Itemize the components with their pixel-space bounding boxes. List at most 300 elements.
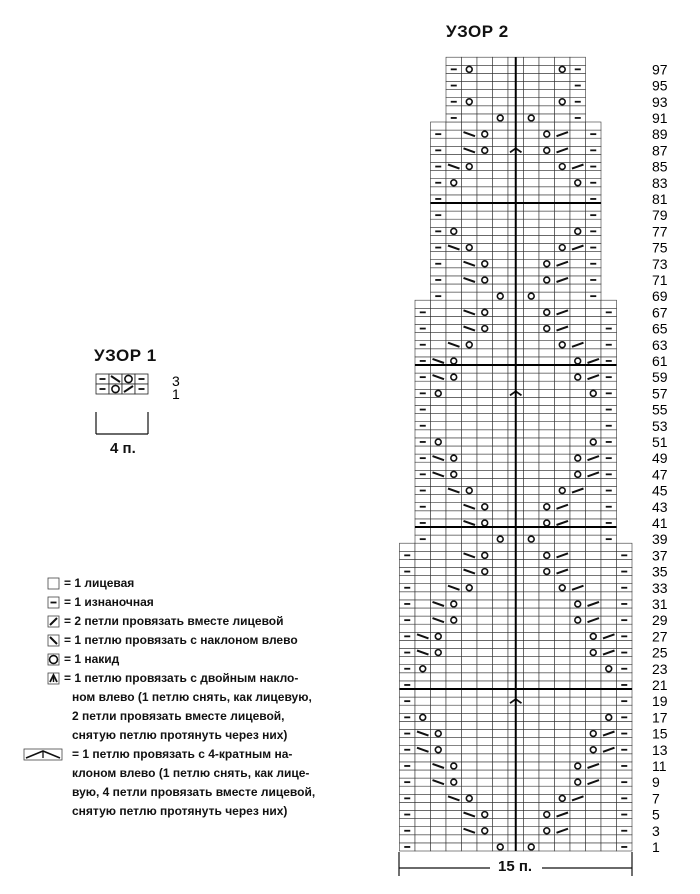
pattern2-cell xyxy=(524,357,540,365)
pattern2-cell xyxy=(539,65,555,73)
pattern2-cell xyxy=(586,568,602,576)
pattern2-cell xyxy=(415,640,431,648)
pattern2-cell xyxy=(493,600,509,608)
pattern2-cell xyxy=(446,608,462,616)
pattern2-cell xyxy=(555,770,571,778)
pattern2-cell xyxy=(586,154,602,162)
pattern2-cell xyxy=(493,454,509,462)
pattern2-cell xyxy=(477,446,493,454)
pattern1-grid xyxy=(96,373,180,434)
pattern2-cell xyxy=(570,57,586,65)
pattern2-cell xyxy=(462,843,478,851)
pattern2-row-number: 53 xyxy=(652,417,668,434)
pattern2-cell xyxy=(524,681,540,689)
pattern2-cell xyxy=(477,657,493,665)
pattern2-cell xyxy=(555,114,571,122)
pattern2-cell xyxy=(415,754,431,762)
pattern2-cell xyxy=(570,632,586,640)
pattern2-cell xyxy=(493,252,509,260)
pattern2-cell xyxy=(431,559,447,567)
pattern2-cell xyxy=(431,397,447,405)
pattern2-cell xyxy=(477,357,493,365)
pattern2-row-number: 43 xyxy=(652,498,668,515)
pattern2-cell xyxy=(570,389,586,397)
pattern2-cell xyxy=(539,527,555,535)
pattern2-cell xyxy=(493,827,509,835)
pattern2-cell xyxy=(462,746,478,754)
pattern2-cell xyxy=(570,802,586,810)
pattern2-cell xyxy=(446,811,462,819)
pattern2-cell xyxy=(539,487,555,495)
pattern2-cell xyxy=(524,616,540,624)
pattern2-cell xyxy=(493,673,509,681)
pattern2-cell xyxy=(446,819,462,827)
pattern2-cell xyxy=(601,397,617,405)
pattern2-cell xyxy=(462,187,478,195)
pattern2-cell xyxy=(400,543,416,551)
legend-text: = 1 петлю провязать с 4-кратным на- xyxy=(72,747,293,761)
pattern2-cell xyxy=(415,811,431,819)
pattern2-cell xyxy=(570,576,586,584)
pattern2-cell xyxy=(555,365,571,373)
pattern2-cell xyxy=(446,721,462,729)
pattern2-cell xyxy=(539,462,555,470)
pattern2-cell xyxy=(415,543,431,551)
pattern2-cell xyxy=(586,308,602,316)
pattern2-cell xyxy=(446,713,462,721)
pattern2-cell xyxy=(431,325,447,333)
pattern2-cell xyxy=(415,802,431,810)
pattern2-cell xyxy=(555,454,571,462)
pattern2-cell xyxy=(431,252,447,260)
pattern2-cell xyxy=(462,543,478,551)
pattern2-cell xyxy=(586,543,602,551)
pattern2-cell xyxy=(431,154,447,162)
pattern2-cell xyxy=(493,519,509,527)
pattern2-cell xyxy=(446,422,462,430)
pattern2-cell xyxy=(493,495,509,503)
pattern2-cell xyxy=(493,82,509,90)
pattern2-cell xyxy=(431,665,447,673)
pattern2-cell xyxy=(462,138,478,146)
pattern2-cell xyxy=(493,373,509,381)
pattern2-cell xyxy=(601,333,617,341)
pattern2-row-number: 23 xyxy=(652,660,668,677)
pattern2-cell xyxy=(493,179,509,187)
pattern2-cell xyxy=(493,794,509,802)
pattern2-cell xyxy=(539,681,555,689)
pattern2-cell xyxy=(415,414,431,422)
pattern2-cell xyxy=(462,446,478,454)
pattern2-cell xyxy=(570,308,586,316)
pattern2-cell xyxy=(617,608,633,616)
pattern2-cell xyxy=(524,397,540,405)
pattern2-cell xyxy=(524,495,540,503)
pattern2-cell xyxy=(555,738,571,746)
pattern2-cell xyxy=(586,138,602,146)
pattern2-cell xyxy=(415,624,431,632)
pattern2-cell xyxy=(524,503,540,511)
pattern2-cell xyxy=(415,721,431,729)
pattern2-cell xyxy=(446,389,462,397)
pattern2-cell xyxy=(462,284,478,292)
pattern2-cell xyxy=(617,786,633,794)
pattern2-cell xyxy=(493,438,509,446)
pattern2-cell xyxy=(446,689,462,697)
pattern2-cell xyxy=(539,673,555,681)
pattern2-row-number: 73 xyxy=(652,255,668,272)
pattern2-cell xyxy=(446,478,462,486)
pattern2-cell xyxy=(415,770,431,778)
pattern2-cell xyxy=(617,770,633,778)
pattern2-cell xyxy=(539,333,555,341)
pattern2-cell xyxy=(524,819,540,827)
pattern2-row-number: 51 xyxy=(652,434,668,450)
pattern2-cell xyxy=(555,268,571,276)
pattern2-cell xyxy=(446,235,462,243)
pattern2-cell xyxy=(524,794,540,802)
pattern2-row-number: 97 xyxy=(652,61,668,78)
pattern2-cell xyxy=(524,624,540,632)
pattern2-cell xyxy=(415,462,431,470)
pattern2-cell xyxy=(524,163,540,171)
pattern2-row-number: 7 xyxy=(652,790,660,807)
pattern2-cell xyxy=(524,341,540,349)
pattern2-cell xyxy=(446,624,462,632)
pattern2-cell xyxy=(555,316,571,324)
pattern2-cell xyxy=(570,746,586,754)
pattern2-row-number: 87 xyxy=(652,142,668,159)
pattern2-cell xyxy=(446,122,462,130)
pattern2-cell xyxy=(493,389,509,397)
legend-item xyxy=(64,593,154,612)
pattern2-cell xyxy=(477,114,493,122)
pattern2-cell xyxy=(477,559,493,567)
pattern2-cell xyxy=(524,551,540,559)
pattern2-row-number: 75 xyxy=(652,239,668,256)
pattern2-cell xyxy=(431,721,447,729)
pattern2-cell xyxy=(493,705,509,713)
pattern2-cell xyxy=(524,146,540,154)
pattern2-cell xyxy=(524,203,540,211)
pattern2-cell xyxy=(446,430,462,438)
pattern2-cell xyxy=(462,316,478,324)
pattern2-cell xyxy=(570,260,586,268)
pattern2-cell xyxy=(400,640,416,648)
pattern2-cell xyxy=(446,90,462,98)
pattern2-cell xyxy=(524,657,540,665)
pattern2-cell xyxy=(493,559,509,567)
pattern2-cell xyxy=(617,673,633,681)
pattern2-cell xyxy=(462,292,478,300)
pattern2-cell xyxy=(586,219,602,227)
pattern2-cell xyxy=(570,673,586,681)
pattern2-cell xyxy=(555,82,571,90)
pattern2-cell xyxy=(462,754,478,762)
pattern2-cell xyxy=(586,721,602,729)
pattern2-cell xyxy=(539,576,555,584)
pattern2-cell xyxy=(462,365,478,373)
pattern2-row-number: 15 xyxy=(652,725,668,742)
pattern2-cell xyxy=(586,462,602,470)
pattern2-cell xyxy=(415,592,431,600)
pattern2-cell xyxy=(586,511,602,519)
pattern2-cell xyxy=(524,65,540,73)
pattern2-cell xyxy=(493,640,509,648)
pattern2-cell xyxy=(431,187,447,195)
pattern2-cell xyxy=(539,187,555,195)
pattern2-cell xyxy=(555,357,571,365)
pattern2-cell xyxy=(555,138,571,146)
pattern2-cell xyxy=(570,503,586,511)
pattern2-cell xyxy=(601,300,617,308)
pattern2-cell xyxy=(493,624,509,632)
pattern2-cell xyxy=(539,697,555,705)
pattern2-cell xyxy=(570,657,586,665)
pattern2-cell xyxy=(555,292,571,300)
pattern2-row-number: 77 xyxy=(652,223,668,240)
pattern2-cell xyxy=(462,689,478,697)
pattern2-row-number: 93 xyxy=(652,93,668,110)
pattern2-cell xyxy=(601,495,617,503)
pattern2-cell xyxy=(586,754,602,762)
pattern2-cell xyxy=(415,559,431,567)
pattern2-cell xyxy=(493,608,509,616)
pattern2-cell xyxy=(477,406,493,414)
pattern2-cell xyxy=(462,600,478,608)
pattern2-cell xyxy=(570,535,586,543)
pattern2-cell xyxy=(570,446,586,454)
pattern2-cell xyxy=(477,543,493,551)
pattern2-cell xyxy=(570,276,586,284)
pattern2-cell xyxy=(493,284,509,292)
pattern2-cell xyxy=(586,365,602,373)
pattern2-cell xyxy=(477,665,493,673)
pattern2-cell xyxy=(539,778,555,786)
pattern2-cell xyxy=(493,568,509,576)
pattern2-cell xyxy=(524,802,540,810)
pattern2-cell xyxy=(555,535,571,543)
pattern2-cell xyxy=(570,235,586,243)
pattern2-cell xyxy=(415,738,431,746)
pattern2-cell xyxy=(524,268,540,276)
pattern2-cell xyxy=(477,82,493,90)
pattern2-cell xyxy=(524,122,540,130)
pattern2-cell xyxy=(539,82,555,90)
pattern2-cell xyxy=(539,300,555,308)
pattern2-cell xyxy=(570,551,586,559)
legend-symbol-double xyxy=(48,673,59,684)
pattern2-cell xyxy=(539,235,555,243)
pattern2-cell xyxy=(539,608,555,616)
legend-text: клоном влево (1 петлю снять, как лице- xyxy=(72,766,310,780)
pattern2-cell xyxy=(477,794,493,802)
pattern2-cell xyxy=(555,373,571,381)
pattern2-cell xyxy=(586,665,602,673)
pattern2-cell xyxy=(539,211,555,219)
pattern2-cell xyxy=(524,446,540,454)
pattern2-cell xyxy=(415,478,431,486)
pattern2-cell xyxy=(570,592,586,600)
pattern2-cell xyxy=(493,592,509,600)
pattern2-cell xyxy=(570,827,586,835)
pattern2-cell xyxy=(555,778,571,786)
pattern2-cell xyxy=(586,819,602,827)
pattern2-cell xyxy=(431,802,447,810)
pattern2-cell xyxy=(570,284,586,292)
pattern2-cell xyxy=(539,592,555,600)
pattern2-cell xyxy=(570,154,586,162)
pattern2-cell xyxy=(493,381,509,389)
pattern2-cell xyxy=(570,122,586,130)
pattern2-cell xyxy=(477,98,493,106)
pattern2-cell xyxy=(462,422,478,430)
pattern2-cell xyxy=(477,584,493,592)
pattern2-cell xyxy=(493,316,509,324)
legend-text: = 1 лицевая xyxy=(64,576,135,590)
pattern2-cell xyxy=(493,333,509,341)
legend-text: = 1 петлю провязать с двойным накло- xyxy=(64,671,299,685)
pattern2-cell xyxy=(462,665,478,673)
pattern2-cell xyxy=(462,397,478,405)
pattern2-cell xyxy=(446,786,462,794)
pattern2-cell xyxy=(586,584,602,592)
pattern2-cell xyxy=(539,802,555,810)
pattern2-cell xyxy=(617,624,633,632)
pattern2-cell xyxy=(539,559,555,567)
pattern2-cell xyxy=(570,195,586,203)
pattern2-cell xyxy=(524,640,540,648)
pattern2-cell xyxy=(477,649,493,657)
pattern2-cell xyxy=(415,786,431,794)
pattern2-cell xyxy=(446,802,462,810)
pattern2-cell xyxy=(493,203,509,211)
pattern2-cell xyxy=(539,730,555,738)
pattern2-cell xyxy=(462,90,478,98)
pattern2-cell xyxy=(477,600,493,608)
pattern2-cell xyxy=(493,543,509,551)
pattern2-cell xyxy=(477,527,493,535)
legend-text: снятую петлю протянуть через них) xyxy=(72,728,288,742)
pattern2-cell xyxy=(477,316,493,324)
pattern2-cell xyxy=(446,219,462,227)
pattern2-cell xyxy=(431,308,447,316)
pattern2-cell xyxy=(431,478,447,486)
pattern2-cell xyxy=(493,211,509,219)
pattern2-cell xyxy=(586,349,602,357)
pattern2-cell xyxy=(415,568,431,576)
pattern2-cell xyxy=(586,284,602,292)
pattern2-cell xyxy=(555,657,571,665)
pattern2-cell xyxy=(524,138,540,146)
pattern2-cell xyxy=(462,406,478,414)
pattern2-cell xyxy=(524,511,540,519)
pattern2-cell xyxy=(477,373,493,381)
pattern2-cell xyxy=(586,503,602,511)
pattern2-cell xyxy=(415,843,431,851)
pattern2-cell xyxy=(462,649,478,657)
pattern2-cell xyxy=(493,171,509,179)
pattern2-cell xyxy=(570,203,586,211)
pattern2-cell xyxy=(477,65,493,73)
pattern2-cell xyxy=(601,657,617,665)
pattern2-cell xyxy=(477,730,493,738)
pattern2-cell xyxy=(601,681,617,689)
pattern2-cell xyxy=(446,495,462,503)
pattern2-cell xyxy=(446,187,462,195)
pattern2-cell xyxy=(415,365,431,373)
pattern2-cell xyxy=(415,794,431,802)
pattern2-cell xyxy=(570,608,586,616)
pattern2-cell xyxy=(446,665,462,673)
pattern2-cell xyxy=(570,697,586,705)
pattern2-cell xyxy=(462,430,478,438)
pattern2-cell xyxy=(555,689,571,697)
pattern2-cell xyxy=(586,414,602,422)
pattern2-cell xyxy=(477,414,493,422)
pattern2-cell xyxy=(524,227,540,235)
pattern2-cell xyxy=(462,681,478,689)
pattern2-cell xyxy=(493,478,509,486)
pattern2-cell xyxy=(586,608,602,616)
pattern2-cell xyxy=(431,640,447,648)
pattern2-cell xyxy=(555,252,571,260)
pattern2-cell xyxy=(570,519,586,527)
pattern2-cell xyxy=(539,73,555,81)
pattern2-cell xyxy=(462,478,478,486)
pattern2-cell xyxy=(524,308,540,316)
pattern2-cell xyxy=(601,511,617,519)
pattern2-cell xyxy=(477,438,493,446)
pattern2-cell xyxy=(477,341,493,349)
pattern2-cell xyxy=(586,203,602,211)
pattern2-cell xyxy=(493,195,509,203)
pattern2-cell xyxy=(601,738,617,746)
pattern2-cell xyxy=(555,422,571,430)
pattern2-cell xyxy=(539,632,555,640)
pattern2-cell xyxy=(539,406,555,414)
pattern2-cell xyxy=(446,268,462,276)
pattern2-cell xyxy=(555,195,571,203)
pattern2-cell xyxy=(539,373,555,381)
pattern2-cell xyxy=(539,665,555,673)
pattern2-cell xyxy=(446,632,462,640)
pattern2-cell xyxy=(462,203,478,211)
pattern2-cell xyxy=(477,122,493,130)
pattern2-cell xyxy=(477,697,493,705)
pattern2-cell xyxy=(539,357,555,365)
pattern2-cell xyxy=(524,462,540,470)
pattern2-cell xyxy=(524,365,540,373)
pattern2-cell xyxy=(617,721,633,729)
pattern2-cell xyxy=(462,114,478,122)
pattern2-cell xyxy=(446,292,462,300)
pattern2-cell xyxy=(570,543,586,551)
pattern2-cell xyxy=(446,130,462,138)
pattern2-cell xyxy=(539,770,555,778)
pattern2-cell xyxy=(477,478,493,486)
pattern2-cell xyxy=(570,381,586,389)
pattern2-cell xyxy=(555,122,571,130)
pattern2-cell xyxy=(524,721,540,729)
pattern2-cell xyxy=(539,746,555,754)
pattern2-cell xyxy=(462,616,478,624)
pattern2-cell xyxy=(601,381,617,389)
pattern2-cell xyxy=(462,268,478,276)
pattern2-cell xyxy=(555,559,571,567)
legend-item xyxy=(64,612,284,631)
pattern2-cell xyxy=(415,316,431,324)
